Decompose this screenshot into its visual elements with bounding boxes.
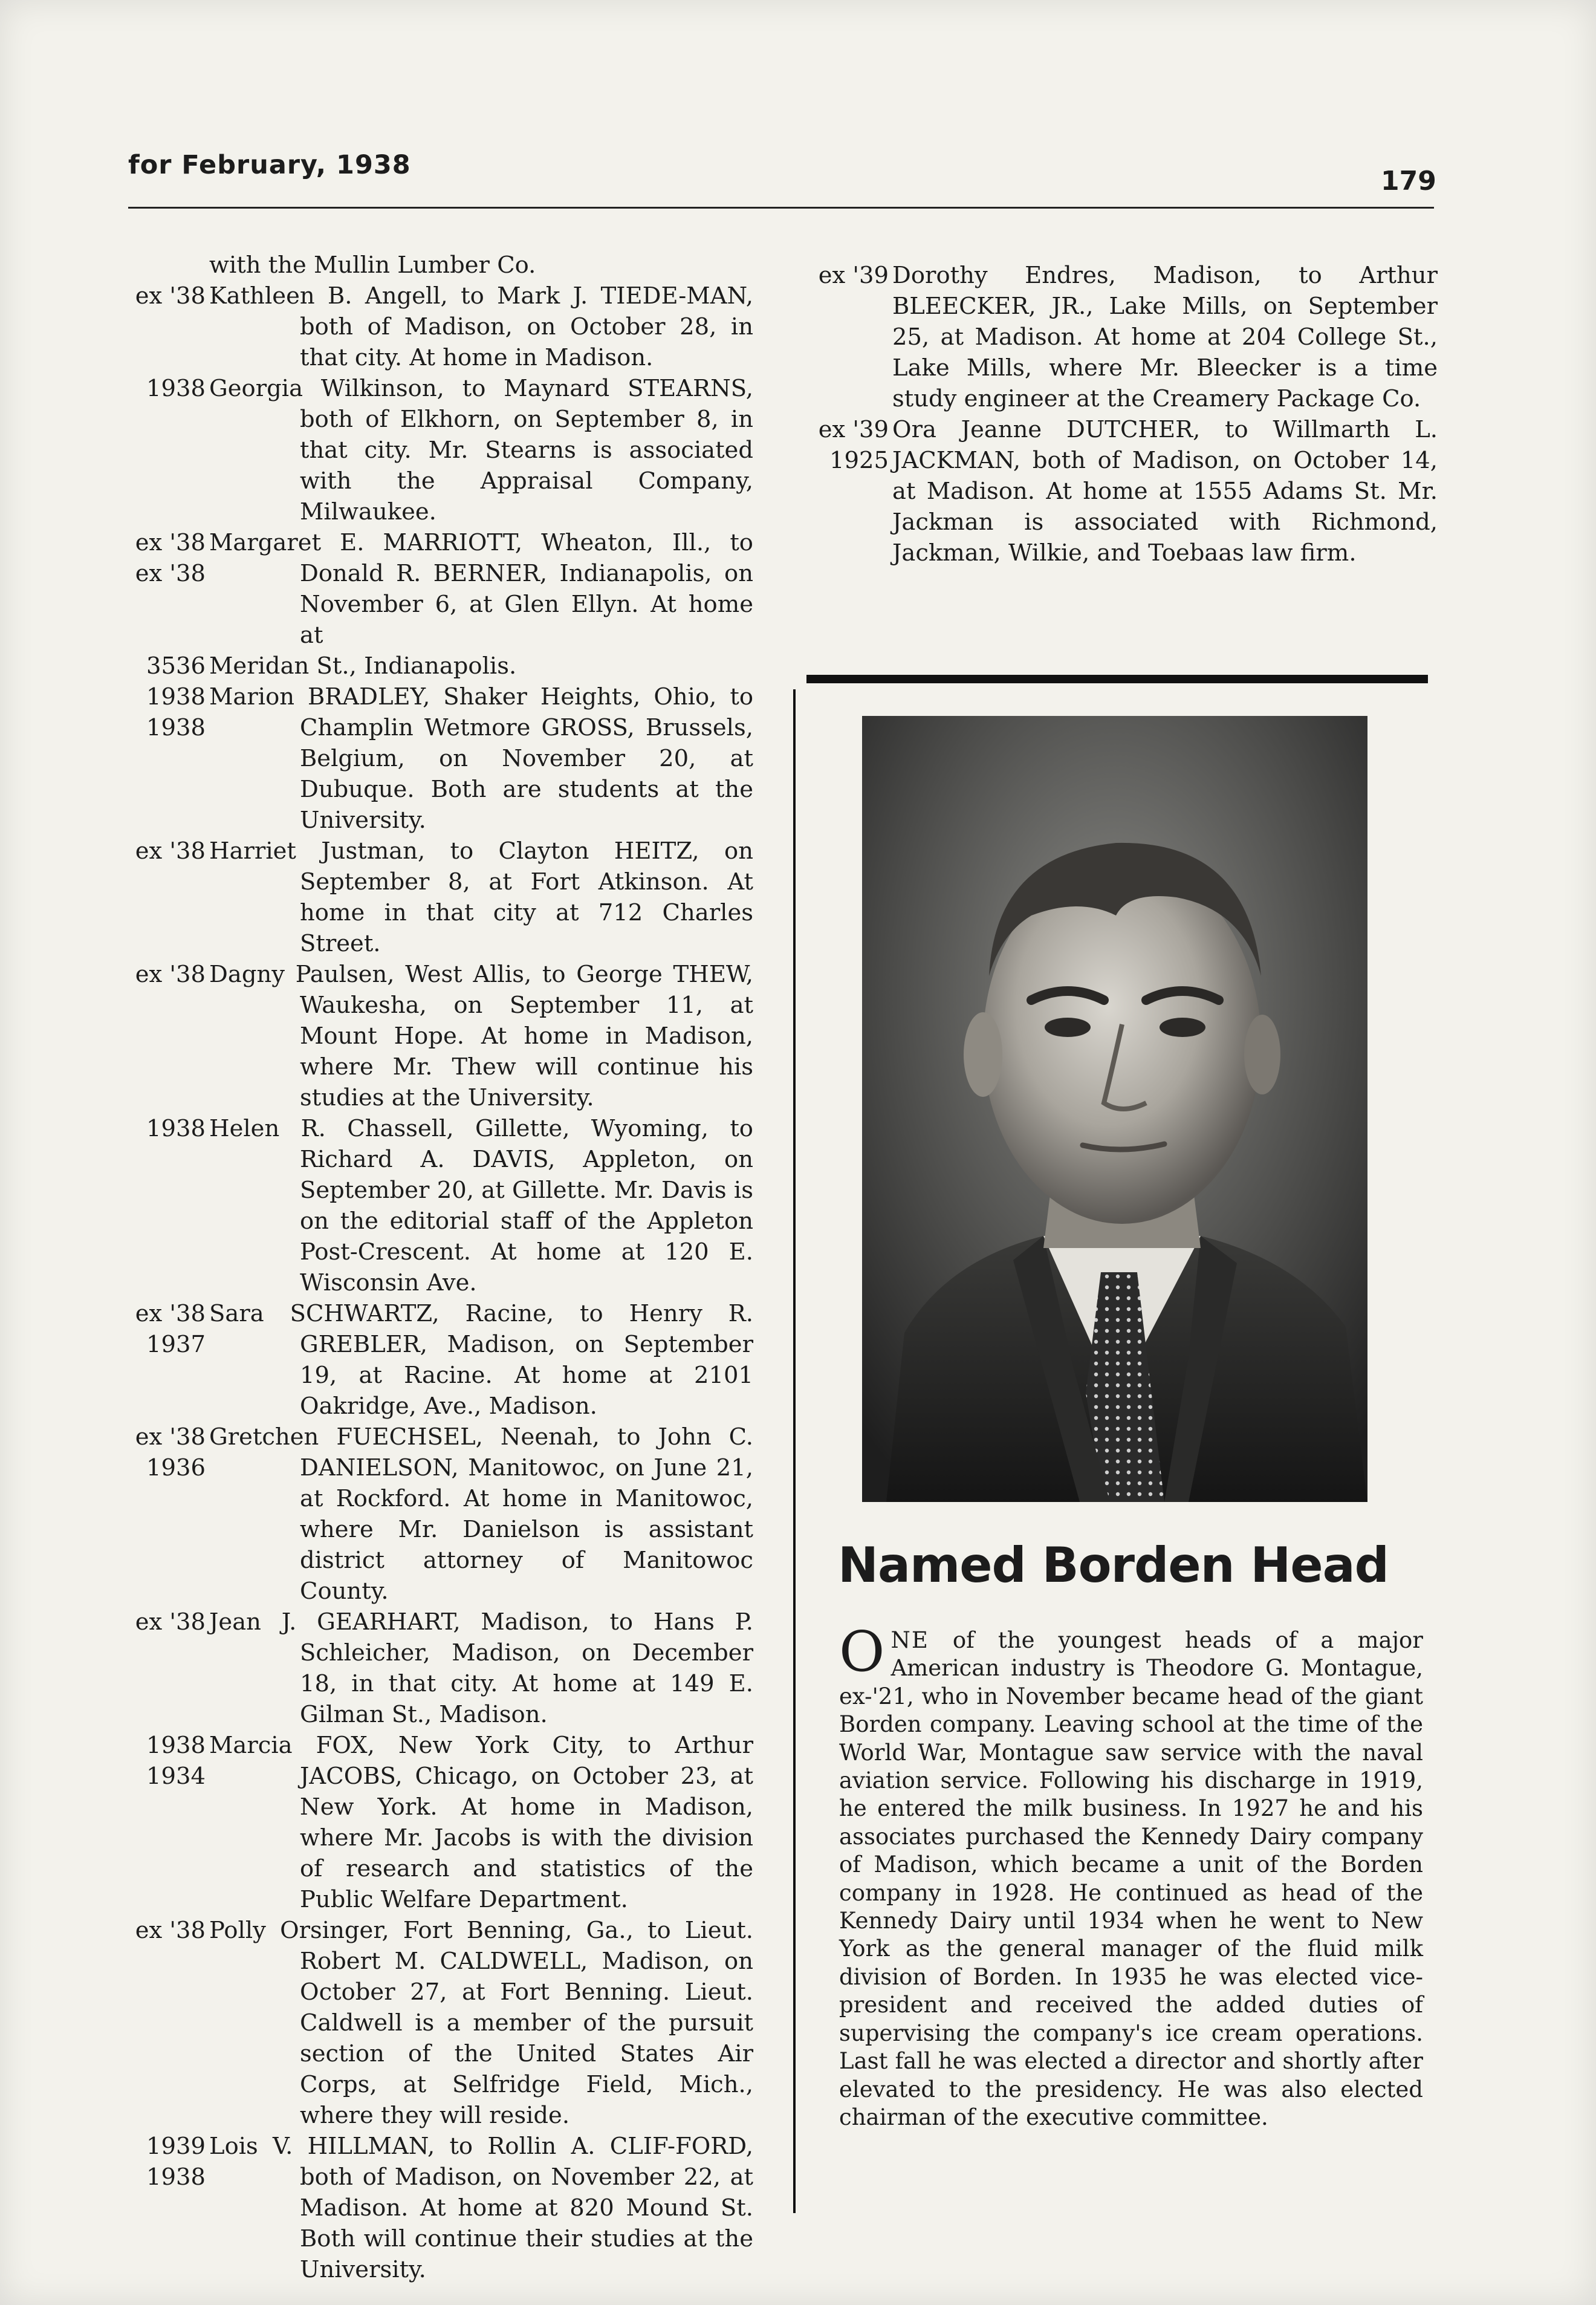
entry-years: ex '38 1937 <box>135 1300 206 1358</box>
entry-years: 1938 1938 <box>146 683 206 741</box>
entry-years: 1939 1938 <box>146 2133 206 2191</box>
entry-years: ex '38 <box>135 1917 206 1944</box>
entry-years: 1938 <box>146 1115 206 1142</box>
entry-years: ex '38 <box>135 1608 206 1636</box>
entry-years: 1938 <box>146 375 206 402</box>
list-item <box>121 1422 761 1607</box>
entry-text: Marcia FOX, New York City, to Arthur JACOBS, Chicago, on October 23, at New York. At home in Madison, where Mr. Jacobs is with the division of research and statistics of the Public Welfare Department. <box>209 1732 761 1913</box>
entry-text: Meridan St., Indianapolis. <box>209 652 517 680</box>
entry-text: with the Mullin Lumber Co. <box>209 252 536 279</box>
entry-text: Jean J. GEARHART, Madison, to Hans P. Schleicher, Madison, on December 18, in that city. At home at 149 E. Gilman St., Madison. <box>209 1608 761 1728</box>
list-item <box>121 1730 761 1915</box>
entry-text: Georgia Wilkinson, to Maynard STEARNS, both of Elkhorn, on September 8, in that city. Mr. Stearns is associated with the Appraisal Company, Milwaukee. <box>209 375 761 525</box>
article-text: of the youngest heads of a major American industry is Theodore G. Montague, ex-'21, who in November became head of the giant Borden company. Leaving school at the time of the World War, Montague saw service with the naval aviation service. Following his discharge in 1919, he entered the milk business. In 1927 he and his associates purchased the Kennedy Dairy company of Madison, which became a unit of the Borden company in 1928. He continued as head of the Kennedy Dairy until 1934 when he went to New York as the general manager of the fluid milk division of Borden. In 1935 he was elected vice-president and received the added duties of supervising the company's ice cream operations. Last fall he was elected a director and shortly after elevated to the presidency. He was also elected chairman of the executive committee. <box>839 1627 1423 2130</box>
entry-text: Helen R. Chassell, Gillette, Wyoming, to Richard A. DAVIS, Appleton, on September 20, at Gillette. Mr. Davis is on the editorial staff of the Appleton Post-Crescent. At home at 120 E. Wisconsin Ave. <box>209 1115 761 1296</box>
list-item <box>121 1298 761 1422</box>
list-item <box>121 527 761 651</box>
section-rule <box>806 675 1428 683</box>
entry-years <box>121 250 209 281</box>
list-item <box>796 414 1445 568</box>
list-item <box>121 281 761 373</box>
entry-text: Dorothy Endres, Madison, to Arthur BLEECKER, JR., Lake Mills, on September 25, at Madison. At home at 204 College St., Lake Mills, where Mr. Bleecker is a time study engineer at the Creamery Package Co. <box>892 262 1445 412</box>
portrait-illustration <box>862 716 1367 1502</box>
list-item <box>121 373 761 527</box>
entry-years: ex '39 <box>818 262 889 289</box>
entry-years: 3536 <box>146 652 206 680</box>
drop-cap: O <box>839 1619 885 1684</box>
entry-text: Dagny Paulsen, West Allis, to George THEW, Waukesha, on September 11, at Mount Hope. At home in Madison, where Mr. Thew will continue his studies at the University. <box>209 961 761 1111</box>
list-item <box>121 1607 761 1730</box>
list-item <box>121 836 761 959</box>
list-item <box>121 2131 761 2285</box>
list-item <box>796 260 1445 414</box>
article-title: Named Borden Head <box>838 1537 1389 1593</box>
left-column <box>121 250 761 2285</box>
list-item <box>121 1113 761 1298</box>
header-rule <box>128 207 1434 209</box>
entry-text: Gretchen FUECHSEL, Neenah, to John C. DANIELSON, Manitowoc, on June 21, at Rockford. At home in Manitowoc, where Mr. Danielson is assistant district attorney of Manitowoc County. <box>209 1423 761 1605</box>
entry-text: Marion BRADLEY, Shaker Heights, Ohio, to Champlin Wetmore GROSS, Brussels, Belgium, on November 20, at Dubuque. Both are students at the University. <box>209 683 761 834</box>
lead-word: NE <box>890 1627 929 1653</box>
entry-text: Margaret E. MARRIOTT, Wheaton, Ill., to Donald R. BERNER, Indianapolis, on November 6, at Glen Ellyn. At home at <box>209 529 761 649</box>
list-item <box>121 651 753 681</box>
entry-text: Kathleen B. Angell, to Mark J. TIEDE-MAN, both of Madison, on October 28, in that city. At home in Madison. <box>209 282 761 371</box>
entry-years: ex '38 <box>135 961 206 988</box>
entry-text: Sara SCHWARTZ, Racine, to Henry R. GREBLER, Madison, on September 19, at Racine. At home at 2101 Oakridge, Ave., Madison. <box>209 1300 761 1420</box>
page-number: 179 <box>1381 166 1436 197</box>
entry-text: Ora Jeanne DUTCHER, to Willmarth L. JACKMAN, both of Madison, on October 14, at Madison. At home at 1555 Adams St. Mr. Jackman is associated with Richmond, Jackman, Wilkie, and Toebaas law firm. <box>892 416 1445 567</box>
list-item <box>121 1915 761 2131</box>
list-item <box>121 681 761 836</box>
list-item <box>121 250 753 281</box>
running-head: for February, 1938 <box>128 150 411 180</box>
entry-years: ex '38 <box>135 282 206 310</box>
list-item <box>121 959 761 1113</box>
entry-years: ex '39 1925 <box>818 416 889 474</box>
entry-text: Lois V. HILLMAN, to Rollin A. CLIF-FORD, both of Madison, on November 22, at Madison. At home at 820 Mound St. Both will continue their studies at the University. <box>209 2133 761 2283</box>
portrait-photo <box>862 716 1367 1502</box>
entry-years: 1938 1934 <box>146 1732 206 1790</box>
column-rule <box>793 689 796 2213</box>
entry-years: ex '38 <box>135 837 206 865</box>
entry-text: Polly Orsinger, Fort Benning, Ga., to Lieut. Robert M. CALDWELL, Madison, on October 27, at Fort Benning. Lieut. Caldwell is a member of the pursuit section of the United States Air Corps, at Selfridge Field, Mich., where they will reside. <box>209 1917 761 2129</box>
entry-years: ex '38 ex '38 <box>135 529 206 587</box>
entry-years: ex '38 1936 <box>135 1423 206 1481</box>
right-column-entries <box>796 260 1445 568</box>
entry-text: Harriet Justman, to Clayton HEITZ, on September 8, at Fort Atkinson. At home in that city at 712 Charles Street. <box>209 837 761 957</box>
article-body <box>839 1619 1423 2131</box>
